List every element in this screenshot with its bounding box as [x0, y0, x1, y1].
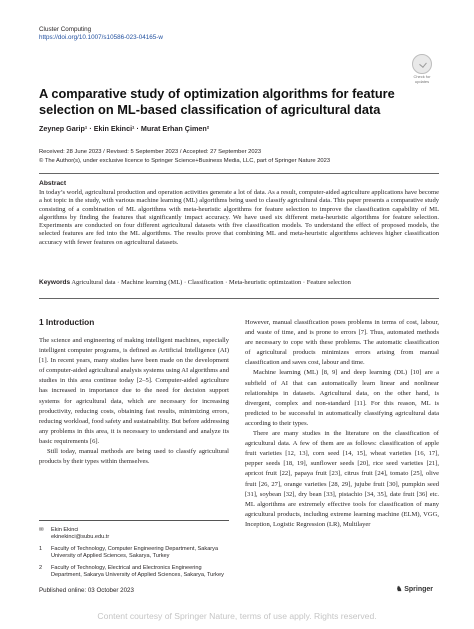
- publisher-name: Springer: [404, 586, 434, 593]
- left-column: [39, 336, 229, 467]
- publisher-logo: [396, 585, 433, 593]
- footnote-divider: [39, 520, 229, 521]
- copyright-notice: © The Author(s), under exclusive licence to Springer Science+Business Media, LLC, part of Springer Nature 2023: [39, 157, 331, 164]
- affiliation-1-mark: 1: [39, 546, 43, 553]
- keywords: [39, 279, 439, 287]
- published-online-date: Published online: 03 October 2023: [39, 587, 134, 594]
- intro-paragraph-5: There are many studies in the literature on the classification of agricultural data. A few of them are as follows: classification of apple fruit varieties [12, 13], corn seed [14, 15], wheat varieties [16, 17], pepper seeds [18, 19], sunflower seeds [20], rice seed varieties [21], apricot fruit [22], papaya fruit [23], citrus fruit [24], tomato [25], olive fruit [26, 27], orange varieties [28, 29], jujube fruit [30], pumpkin seed [31], soybean [32], dry bean [33], pistachio [34, 35], date fruit [36] etc. ML algorithms are extremely effective tools for classification of many agricultural products, including extreme learning machine (ELM), VGG, Inception, Logistic Regression (LR), Multilayer: [245, 430, 439, 528]
- right-column: [245, 318, 439, 530]
- check-for-updates-badge[interactable]: [406, 54, 438, 84]
- abstract-text: In today’s world, agricultural production and operation activities generate a lot of data. As a result, computer-aided agriculture applications have become a hot topic in the study, with various machine learning (ML) algorithms being used to classify agricultural data. This paper presents a comparative study consisting of a combination of ML algorithms with meta-heuristic algorithms for feature selection to improve the classification capability of ML algorithms by finding the features that significantly impact accuracy. We have used six different meta-heuristic algorithms for feature selection. Experiments are conducted on four different agricultural datasets with five classification models. To understand the effect of proposed models, the selected features are fed into the ML algorithms. The results prove that combining ML and meta-heuristic algorithms achieves higher classification accuracy with fewer features on agricultural datasets.: [39, 189, 439, 246]
- corresponding-author-note: [39, 527, 229, 541]
- intro-paragraph-3: However, manual classification poses problems in terms of cost, labour, and waste of time, and is prone to errors [7]. Thus, automated methods are necessary to cope with these problems. The automatic classification of agricultural products minimizes errors arising from manual classification and saves cost, labour and time.: [245, 319, 439, 367]
- paper-title: A comparative study of optimization algorithms for feature selection on ML-based classification of agricultural data: [39, 86, 395, 117]
- header-divider: [39, 173, 439, 174]
- courtesy-watermark: Content courtesy of Springer Nature, terms of use apply. Rights reserved.: [97, 611, 377, 621]
- affiliation-2-text: Faculty of Technology, Electrical and Electronics Engineering Department, Sakarya University of Applied Sciences, Sakarya, Turkey: [51, 565, 224, 579]
- springer-horse-icon: ♞: [396, 586, 403, 593]
- keywords-label: Keywords: [39, 279, 71, 286]
- intro-paragraph-2: Still today, manual methods are being used to classify agricultural products by their types within themselves.: [39, 448, 229, 466]
- affiliation-1: [39, 546, 229, 560]
- doi-link[interactable]: https://doi.org/10.1007/s10586-023-04165-w: [39, 34, 163, 41]
- corresponding-author-name: Ekin Ekinci: [51, 527, 79, 533]
- affiliation-2: [39, 565, 229, 579]
- intro-paragraph-4: Machine learning (ML) [8, 9] and deep learning (DL) [10] are a subfield of AI that can automatically learn linear and nonlinear relationships in datasets. Agricultural data, on the other hand, is divergent, complex and non-standard [11]. For this reason, ML is predicted to be successful in automatically classifying agricultural data according to their types.: [245, 369, 439, 427]
- affiliation-1-text: Faculty of Technology, Computer Engineering Department, Sakarya University of Applied Sciences, Sakarya, Turkey: [51, 546, 219, 560]
- corresponding-author-email[interactable]: ekinekinci@subu.edu.tr: [51, 534, 110, 541]
- check-for-updates-label: Check for updates: [413, 74, 431, 84]
- section-heading-introduction: 1 Introduction: [39, 317, 95, 327]
- abstract-heading: Abstract: [39, 180, 67, 187]
- affiliation-2-mark: 2: [39, 565, 43, 572]
- keywords-divider: [39, 298, 439, 299]
- history-dates: Received: 28 June 2023 / Revised: 5 September 2023 / Accepted: 27 September 2023: [39, 149, 262, 155]
- journal-header: [39, 26, 163, 42]
- check-icon: [412, 54, 432, 74]
- keywords-list: Agricultural data · Machine learning (ML) · Classification · Meta-heuristic optimization · Feature selection: [70, 279, 351, 286]
- journal-name: Cluster Computing: [39, 26, 92, 33]
- author-list: Zeynep Garip¹ · Ekin Ekinci¹ · Murat Erhan Çimen²: [39, 124, 210, 133]
- intro-paragraph-1: The science and engineering of making intelligent machines, especially intelligent computer programs, is defined as Artificial Intelligence (AI) [1]. In recent years, many studies have been made on the development of computer-aided agricultural analysis systems using AI algorithms and studies in this area continue today [2–5]. Computer-aided agriculture has increased in importance due to the need for decision support systems for agricultural data, which are necessary for increasing productivity, reducing costs, obtaining fast results, minimizing errors, reducing workload, food safety and sustainability. But before addressing any problems in this area, it is necessary to understand and analyze its basic requirements [6].: [39, 337, 229, 445]
- footnotes: [39, 527, 229, 585]
- article-history: [39, 148, 439, 165]
- envelope-icon: ✉: [39, 527, 44, 533]
